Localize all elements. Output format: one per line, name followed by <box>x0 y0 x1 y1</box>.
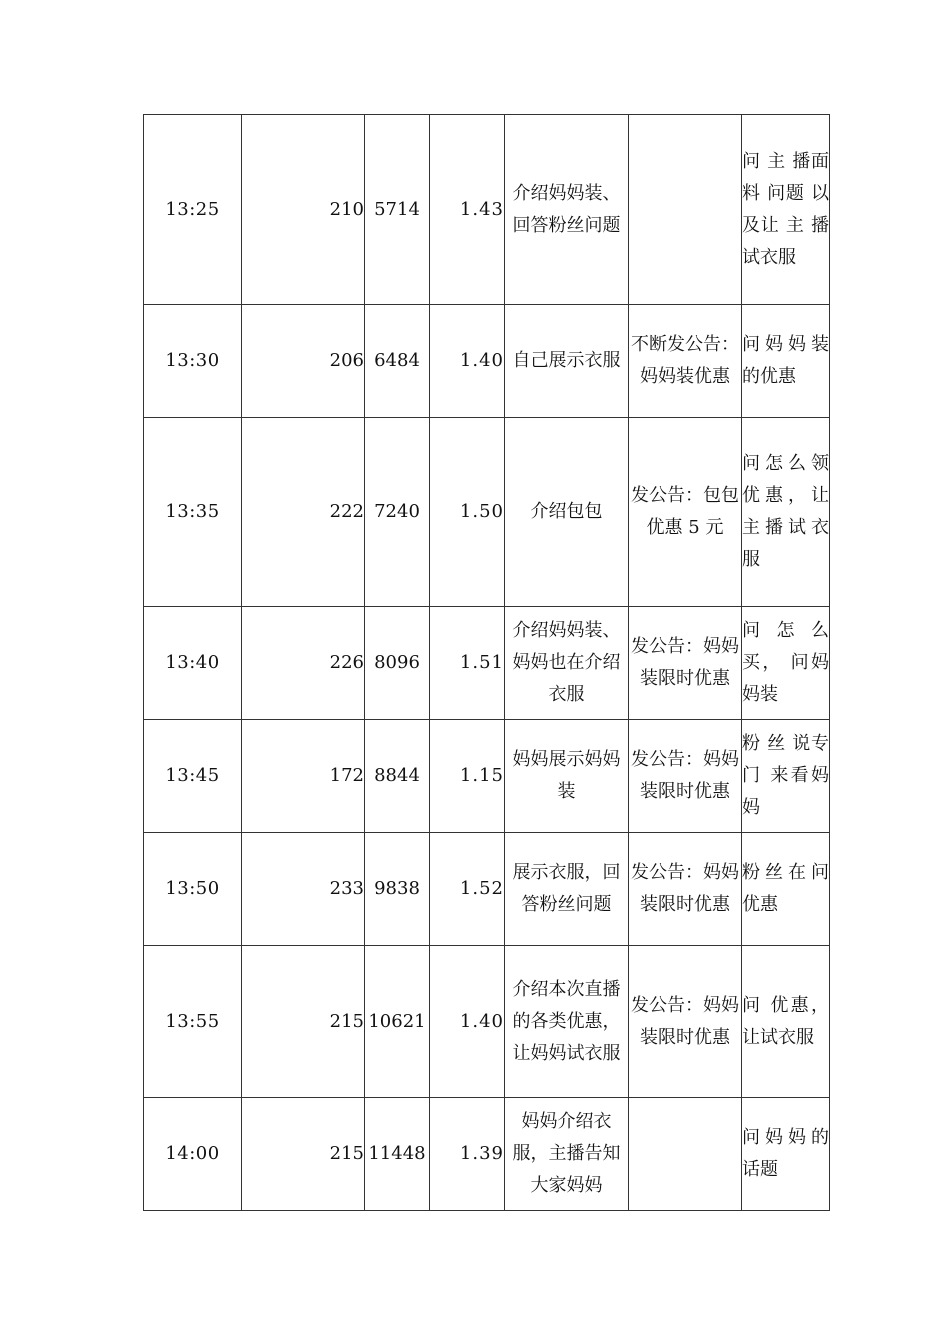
announcement-cell-text: 发公告：妈妈装限时优惠 <box>631 636 739 689</box>
rate-cell-text: 1.15 <box>459 765 504 786</box>
views-cell-text: 7240 <box>374 501 420 522</box>
host-action-cell <box>505 720 629 833</box>
time-cell-text: 14:00 <box>165 1143 220 1164</box>
host-action-cell-text: 介绍妈妈装、妈妈也在介绍衣服 <box>512 620 621 705</box>
online-count-cell-text: 215 <box>329 1143 364 1164</box>
time-cell-text: 13:40 <box>165 652 220 673</box>
announcement-cell <box>629 607 742 720</box>
views-cell <box>365 607 430 720</box>
fan-feedback-cell <box>742 833 830 946</box>
online-count-cell-text: 215 <box>329 1010 364 1032</box>
table-row <box>144 607 830 720</box>
announcement-cell <box>629 1098 742 1211</box>
time-cell <box>144 418 242 607</box>
online-count-cell-text: 226 <box>329 652 364 673</box>
fan-feedback-cell <box>742 305 830 418</box>
rate-cell-text: 1.51 <box>459 652 504 673</box>
online-count-cell <box>242 833 365 946</box>
announcement-cell-text: 发公告：妈妈装限时优惠 <box>631 994 739 1048</box>
fan-feedback-cell <box>742 418 830 607</box>
host-action-cell <box>505 115 629 305</box>
time-cell <box>144 720 242 833</box>
table-row <box>144 833 830 946</box>
host-action-cell <box>505 305 629 418</box>
host-action-cell-text: 介绍本次直播的各类优惠，让妈妈试衣服 <box>512 978 621 1064</box>
host-action-cell-text: 展示衣服，回答粉丝问题 <box>512 862 621 915</box>
rate-cell-text: 1.43 <box>459 198 504 220</box>
time-cell <box>144 607 242 720</box>
fan-feedback-cell <box>742 720 830 833</box>
table-row <box>144 115 830 305</box>
time-cell-text: 13:35 <box>165 501 220 522</box>
host-action-cell-text: 妈妈介绍衣服，主播告知大家妈妈 <box>512 1111 621 1196</box>
rate-cell <box>430 305 505 418</box>
online-count-cell <box>242 1098 365 1211</box>
host-action-cell <box>505 1098 629 1211</box>
time-cell <box>144 946 242 1098</box>
table-body <box>144 115 830 1211</box>
announcement-cell <box>629 115 742 305</box>
fan-feedback-cell <box>742 115 830 305</box>
host-action-cell <box>505 833 629 946</box>
online-count-cell-text: 172 <box>329 765 364 786</box>
time-cell <box>144 1098 242 1211</box>
online-count-cell <box>242 607 365 720</box>
fan-feedback-cell-text: 问 怎 么买， 问妈妈装 <box>742 620 829 705</box>
time-cell-text: 13:25 <box>165 198 220 220</box>
time-cell-text: 13:55 <box>165 1010 220 1032</box>
announcement-cell <box>629 305 742 418</box>
rate-cell <box>430 115 505 305</box>
livestream-log-table <box>143 114 830 1211</box>
fan-feedback-cell-text: 粉丝在问优惠 <box>742 862 829 915</box>
fan-feedback-cell-text: 问妈妈的话题 <box>742 1127 829 1180</box>
fan-feedback-cell-text: 问怎么领优惠，让主播试衣服 <box>742 453 829 570</box>
rate-cell-text: 1.40 <box>459 1010 504 1032</box>
fan-feedback-cell <box>742 607 830 720</box>
time-cell <box>144 115 242 305</box>
fan-feedback-cell-text: 粉 丝 说专 门 来看妈妈 <box>742 733 829 818</box>
table-row <box>144 305 830 418</box>
online-count-cell <box>242 946 365 1098</box>
fan-feedback-cell <box>742 1098 830 1211</box>
host-action-cell <box>505 607 629 720</box>
host-action-cell-text: 介绍包包 <box>530 501 603 522</box>
host-action-cell-text: 介绍妈妈装、回答粉丝问题 <box>512 182 621 236</box>
time-cell <box>144 833 242 946</box>
rate-cell <box>430 720 505 833</box>
fan-feedback-cell-text: 问妈妈装的优惠 <box>742 334 829 387</box>
online-count-cell-text: 210 <box>329 198 364 220</box>
time-cell-text: 13:45 <box>165 765 220 786</box>
rate-cell-text: 1.40 <box>459 350 504 371</box>
announcement-cell-text: 不断发公告：妈妈装优惠 <box>631 334 739 387</box>
views-cell-text: 11448 <box>368 1143 426 1164</box>
rate-cell-text: 1.52 <box>459 878 504 899</box>
announcement-cell <box>629 418 742 607</box>
online-count-cell <box>242 418 365 607</box>
rate-cell <box>430 607 505 720</box>
online-count-cell <box>242 305 365 418</box>
announcement-cell <box>629 833 742 946</box>
online-count-cell-text: 222 <box>329 501 364 522</box>
rate-cell <box>430 418 505 607</box>
views-cell <box>365 720 430 833</box>
views-cell <box>365 1098 430 1211</box>
views-cell <box>365 115 430 305</box>
online-count-cell-text: 206 <box>329 350 364 371</box>
views-cell-text: 9838 <box>374 878 420 899</box>
fan-feedback-cell-text: 问 优惠，让试衣服 <box>742 994 829 1048</box>
time-cell-text: 13:30 <box>165 350 220 371</box>
views-cell-text: 8096 <box>374 652 420 673</box>
announcement-cell-text: 发公告：妈妈装限时优惠 <box>631 862 739 915</box>
rate-cell <box>430 946 505 1098</box>
rate-cell <box>430 833 505 946</box>
host-action-cell-text: 自己展示衣服 <box>512 350 621 371</box>
views-cell <box>365 418 430 607</box>
table-row <box>144 946 830 1098</box>
views-cell-text: 6484 <box>374 350 420 371</box>
time-cell <box>144 305 242 418</box>
announcement-cell <box>629 720 742 833</box>
table-row <box>144 720 830 833</box>
table-row <box>144 1098 830 1211</box>
views-cell <box>365 833 430 946</box>
views-cell-text: 8844 <box>374 765 420 786</box>
announcement-cell-text: 发公告：包包优惠 5 元 <box>631 485 739 538</box>
time-cell-text: 13:50 <box>165 878 220 899</box>
views-cell <box>365 305 430 418</box>
rate-cell-text: 1.39 <box>459 1143 504 1164</box>
fan-feedback-cell-text: 问 主 播面 料 问题 以 及让 主 播试衣服 <box>742 150 829 268</box>
views-cell-text: 10621 <box>368 1010 426 1032</box>
views-cell-text: 5714 <box>374 198 420 220</box>
online-count-cell-text: 233 <box>329 878 364 899</box>
views-cell <box>365 946 430 1098</box>
host-action-cell <box>505 946 629 1098</box>
announcement-cell-text: 发公告：妈妈装限时优惠 <box>631 749 739 802</box>
online-count-cell <box>242 720 365 833</box>
fan-feedback-cell <box>742 946 830 1098</box>
rate-cell <box>430 1098 505 1211</box>
rate-cell-text: 1.50 <box>459 501 504 522</box>
online-count-cell <box>242 115 365 305</box>
table-row <box>144 418 830 607</box>
host-action-cell <box>505 418 629 607</box>
announcement-cell <box>629 946 742 1098</box>
host-action-cell-text: 妈妈展示妈妈装 <box>512 749 621 802</box>
